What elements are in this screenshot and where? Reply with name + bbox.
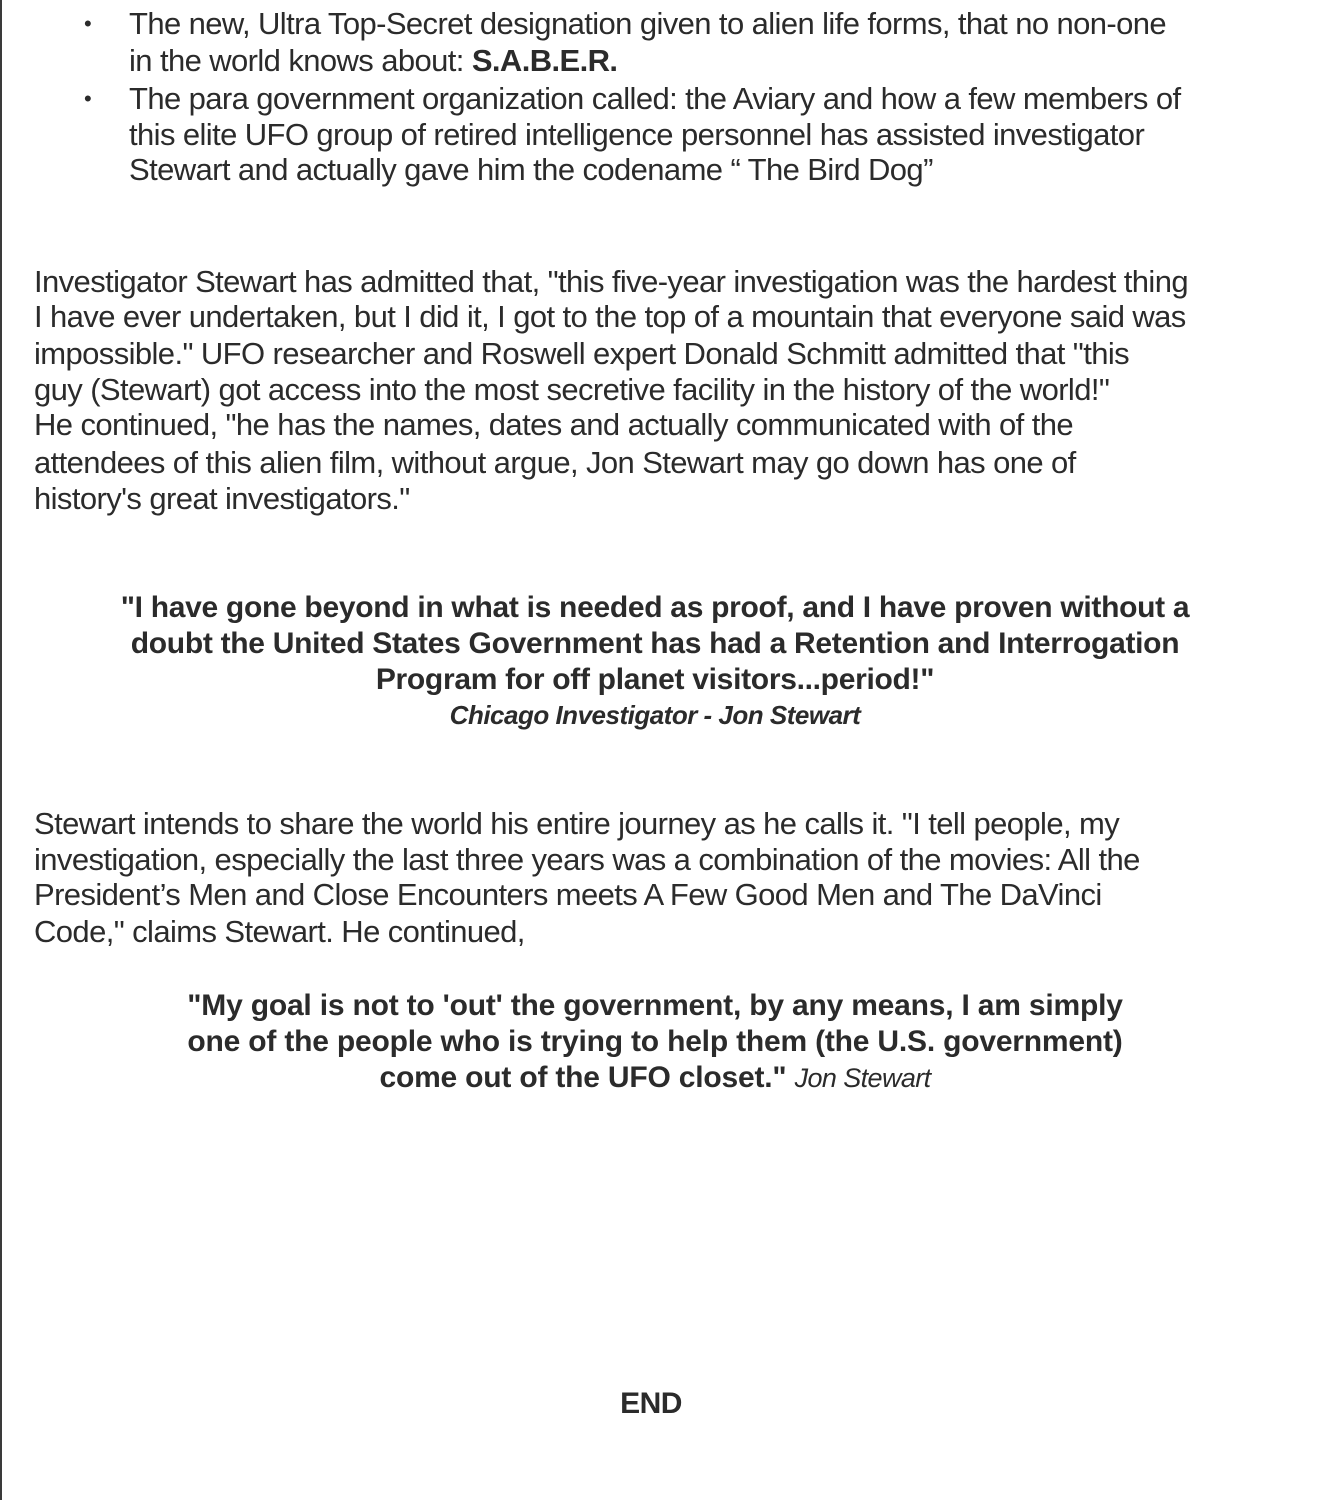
paragraph-2-line: investigation, especially the last three years was a combination of the movies: All the xyxy=(34,842,1140,877)
bullet-icon: • xyxy=(84,86,92,111)
page-edge-border xyxy=(0,0,2,1500)
quote-1-line: "I have gone beyond in what is needed as proof, and I have proven without a xyxy=(120,591,1190,624)
quote-2-line: come out of the UFO closet." xyxy=(379,1061,795,1094)
bullet-1-line-2 xyxy=(129,43,617,79)
paragraph-1-line: history's great investigators." xyxy=(34,481,410,516)
bullet-icon: • xyxy=(84,11,92,36)
saber-term: S.A.B.E.R. xyxy=(471,43,618,78)
paragraph-1-line: attendees of this alien film, without argue, Jon Stewart may go down has one of xyxy=(34,445,1076,480)
paragraph-2-line: President’s Men and Close Encounters meets A Few Good Men and The DaVinci xyxy=(34,877,1102,912)
paragraph-1-line: impossible." UFO researcher and Roswell expert Donald Schmitt admitted that "this xyxy=(34,336,1130,371)
quote-2-line: one of the people who is trying to help them (the U.S. government) xyxy=(187,1025,1123,1058)
paragraph-1-line: He continued, "he has the names, dates and actually communicated with of the xyxy=(34,407,1073,442)
quote-1-line: Program for off planet visitors...period!" xyxy=(375,663,935,696)
quote-2-attribution: Jon Stewart xyxy=(794,1063,931,1093)
quote-1-attribution: Chicago Investigator - Jon Stewart xyxy=(449,700,861,730)
bullet-1-line-1: The new, Ultra Top-Secret designation given to alien life forms, that no non-one xyxy=(129,6,1167,41)
bullet-2-line-1: The para government organization called: the Aviary and how a few members of xyxy=(129,81,1181,116)
paragraph-1-line: guy (Stewart) got access into the most secretive facility in the history of the world!" xyxy=(34,372,1110,407)
quote-1-line: doubt the United States Government has had a Retention and Interrogation xyxy=(130,627,1180,660)
paragraph-2-line: Code," claims Stewart. He continued, xyxy=(34,914,525,949)
bullet-1-text: in the world knows about: xyxy=(129,43,472,78)
quote-2-last-line xyxy=(0,1060,1310,1096)
end-label: END xyxy=(620,1387,682,1420)
paragraph-2-line: Stewart intends to share the world his entire journey as he calls it. "I tell people, my xyxy=(34,806,1120,841)
quote-2-line: "My goal is not to 'out' the government, by any means, I am simply xyxy=(187,989,1123,1022)
paragraph-1-line: Investigator Stewart has admitted that, "this five-year investigation was the hardest thing xyxy=(34,264,1188,299)
bullet-2-line-3: Stewart and actually gave him the codename “ The Bird Dog” xyxy=(129,152,933,187)
bullet-2-line-2: this elite UFO group of retired intelligence personnel has assisted investigator xyxy=(129,117,1145,152)
paragraph-1-line: I have ever undertaken, but I did it, I got to the top of a mountain that everyone said was xyxy=(34,299,1186,334)
